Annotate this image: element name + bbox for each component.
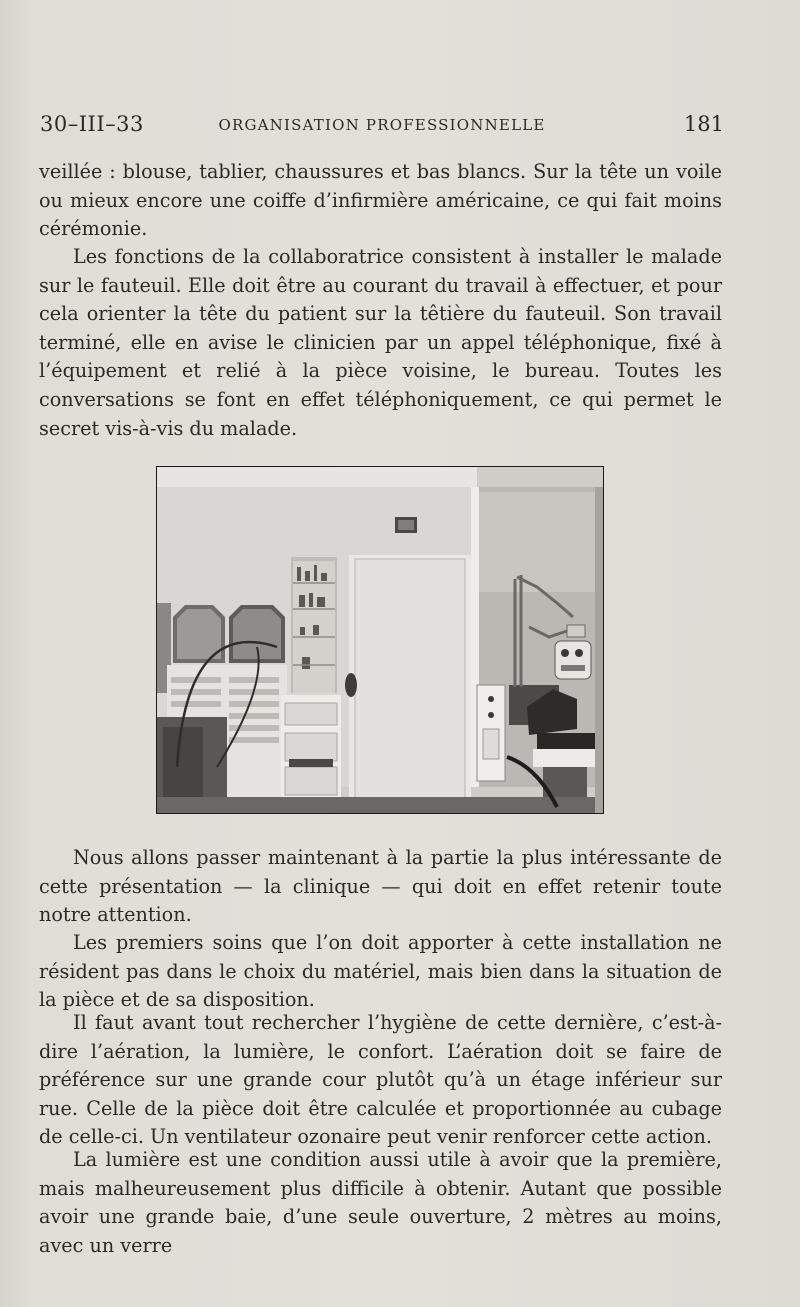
paragraph-5: Il faut avant tout rechercher l’hygiène de cette dernière, c’est-à-dire l’aération, la lumière, le confort. L’aération doit se faire de préférence sur une grande cour plutôt qu’à un étage inférieur sur rue. Celle de la pièce doit être calculée et proportionnée au cubage de celle-ci. Un ventilateur ozonaire peut venir renforcer cette action. [39,1011,722,1149]
paragraph-2: Les fonctions de la collaboratrice consistent à installer le malade sur le fauteuil. Elle doit être au courant du travail à effectuer, et pour cela orienter la tête du patient sur la têtière du fauteuil. Son travail terminé, elle en avise le clinicien par un appel téléphonique, fixé à l’équipement et relié à la pièce voisine, le bureau. Toutes les conversations se font en effet téléphoniquement, ce qui permet le secret vis-à-vis du malade. [39,245,722,440]
paragraph-3: Nous allons passer maintenant à la partie la plus intéressante de cette présentation — la clinique — qui doit en effet retenir toute notre attention. [39,846,722,927]
paragraph-1: veillée : blouse, tablier, chaussures et bas blancs. Sur la tête un voile ou mieux encore une coiffe d’infirmière américaine, ce qui fait moins cérémonie. [39,160,722,241]
paragraph-4: Les premiers soins que l’on doit apporter à cette installation ne résident pas dans le choix du matériel, mais bien dans la situation de la pièce et de sa disposition. [39,931,722,1012]
clinic-photograph [156,466,604,814]
running-head-title: ORGANISATION PROFESSIONNELLE [218,116,546,134]
page-number: 181 [683,112,724,136]
paragraph-6: La lumière est une condition aussi utile à avoir que la première, mais malheureusement plus difficile à obtenir. Autant que possible avoir une grande baie, d’une seule ouverture, 2 mètres au moins, avec un verre [39,1148,722,1257]
running-head [40,112,724,138]
running-head-date: 30–III–33 [40,112,144,136]
clinic-photograph-image [157,467,603,813]
